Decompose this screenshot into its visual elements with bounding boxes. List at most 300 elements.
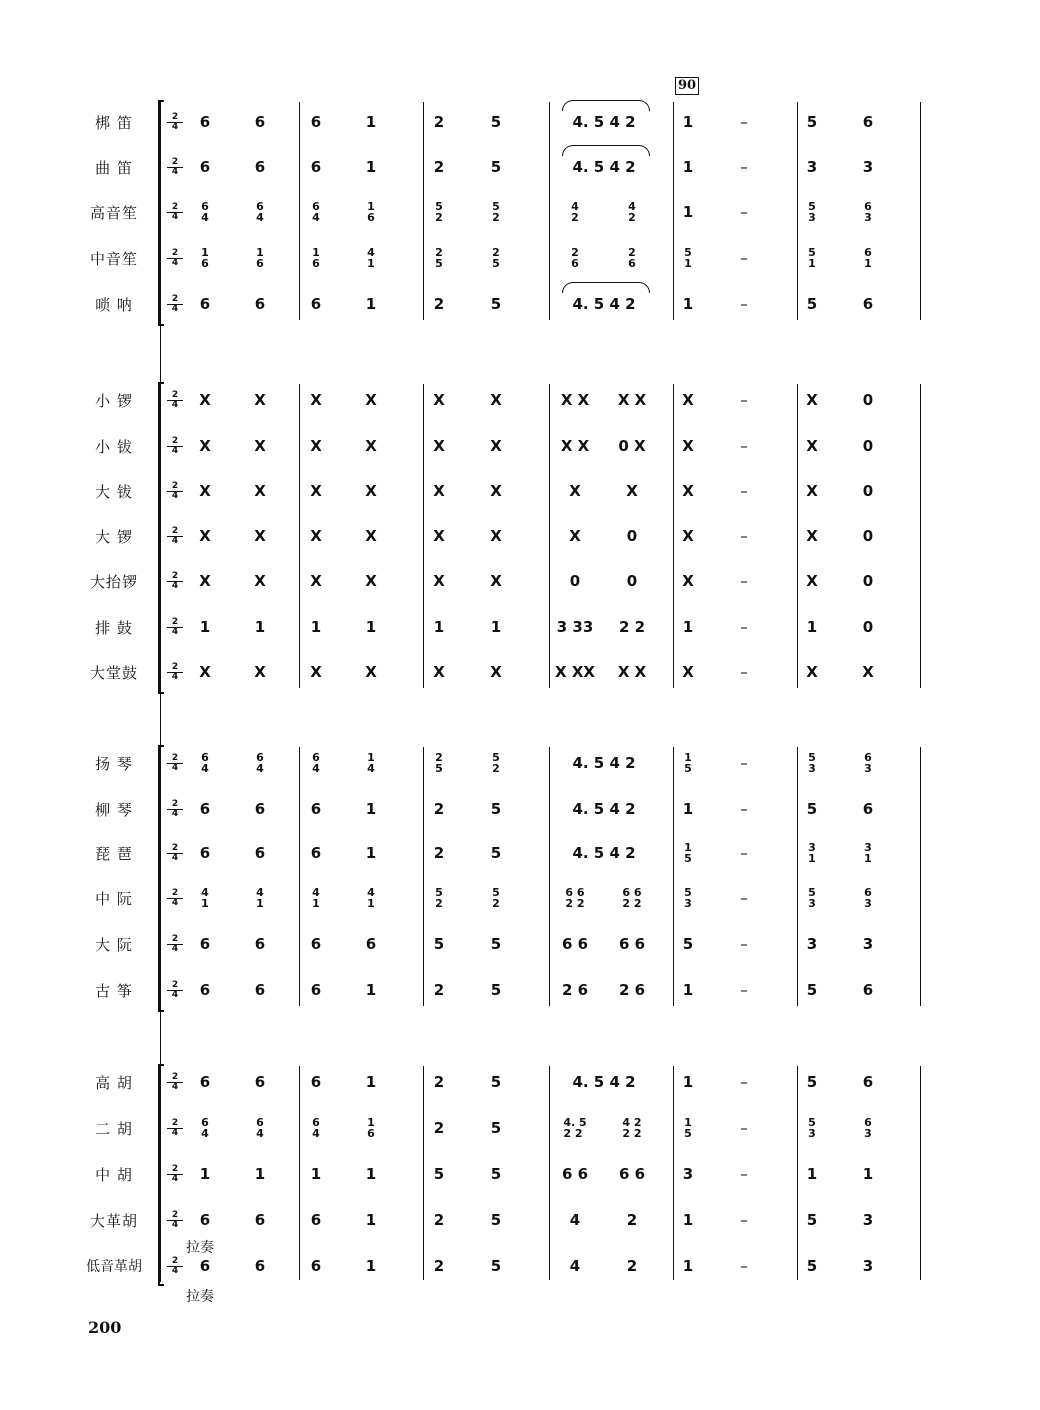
instrument-name: 低音革胡 [86, 1259, 142, 1275]
note: 6 3 [864, 1116, 872, 1140]
note: 6 4 [201, 751, 209, 775]
instrument-name: 大 锣 [95, 528, 133, 546]
note: 1 [365, 618, 377, 636]
barline [299, 1066, 300, 1280]
note: X [490, 391, 502, 409]
time-sig-top: 2 [167, 1119, 183, 1129]
time-sig-bottom: 4 [171, 304, 179, 314]
note: 6 [310, 800, 322, 818]
note: 6 [199, 113, 211, 131]
note: X [490, 572, 502, 590]
note: 5 [806, 113, 818, 131]
note: 1 [682, 618, 694, 636]
note: X [433, 663, 445, 681]
note: X [682, 482, 694, 500]
note: X [806, 527, 818, 545]
instrument-name: 古 筝 [95, 982, 133, 1000]
note: X [199, 391, 211, 409]
note: 0 [862, 391, 874, 409]
time-sig-bottom: 4 [171, 212, 179, 222]
note: 5 [806, 1257, 818, 1275]
note: 0 [626, 572, 638, 590]
instrument-name: 曲 笛 [95, 159, 133, 177]
time-sig-bottom: 4 [171, 1266, 179, 1276]
note: 0 [862, 482, 874, 500]
time-sig-top: 2 [167, 527, 183, 537]
note: 6 [310, 1257, 322, 1275]
time-signature [167, 572, 183, 591]
note: – [740, 754, 748, 772]
time-sig-top: 2 [167, 981, 183, 991]
note: 4 2 [571, 200, 579, 224]
note: X [806, 437, 818, 455]
time-sig-top: 2 [167, 572, 183, 582]
barline [549, 102, 550, 320]
rehearsal-mark: 90 [675, 77, 699, 95]
note: 6 4 [201, 200, 209, 224]
note: 1 [365, 1257, 377, 1275]
note: 6 6 [618, 1165, 646, 1183]
note: 5 [806, 295, 818, 313]
note: X X [560, 437, 590, 455]
instrument-name: 中音笙 [89, 250, 138, 268]
note: 2 [433, 158, 445, 176]
note: X [310, 572, 322, 590]
instrument-name: 大革胡 [89, 1212, 138, 1230]
note: 5 [490, 935, 502, 953]
time-signature [167, 437, 183, 456]
note: 5 2 [435, 200, 443, 224]
note: 2 2 [618, 618, 646, 636]
note: 1 [254, 618, 266, 636]
note: 4 1 [312, 886, 320, 910]
note: 5 3 [684, 886, 692, 910]
time-signature [167, 249, 183, 268]
note: X [806, 663, 818, 681]
barline [673, 747, 674, 1006]
note: X [310, 663, 322, 681]
note: – [740, 391, 748, 409]
note: X [626, 482, 638, 500]
note: 1 4 [367, 751, 375, 775]
note: 1 [682, 981, 694, 999]
note: X [433, 391, 445, 409]
note: 5 [490, 1165, 502, 1183]
note: 5 [490, 800, 502, 818]
time-signature [167, 391, 183, 410]
note: 6 [254, 935, 266, 953]
note: 4 [569, 1211, 581, 1229]
note: 1 [254, 1165, 266, 1183]
note: X [199, 437, 211, 455]
time-sig-bottom: 4 [171, 581, 179, 591]
note: X [682, 663, 694, 681]
note: 1 [365, 1165, 377, 1183]
note: 6 4 [256, 751, 264, 775]
note: X [682, 527, 694, 545]
note: 6 [365, 935, 377, 953]
note: 5 [433, 935, 445, 953]
note: 1 [490, 618, 502, 636]
note: X [433, 437, 445, 455]
note: 1 [682, 113, 694, 131]
note: X [569, 527, 581, 545]
note: 6 [310, 981, 322, 999]
note: 6 4 [312, 200, 320, 224]
note: 0 [862, 437, 874, 455]
note: 2 [433, 1257, 445, 1275]
time-sig-bottom: 4 [171, 990, 179, 1000]
time-sig-top: 2 [167, 663, 183, 673]
note: X [365, 663, 377, 681]
time-sig-bottom: 4 [171, 898, 179, 908]
instrument-name: 中 阮 [95, 890, 133, 908]
note: – [740, 249, 748, 267]
note: 2 [433, 295, 445, 313]
note: 6 [254, 844, 266, 862]
note: 1 [806, 1165, 818, 1183]
time-sig-bottom: 4 [171, 944, 179, 954]
note: X [199, 572, 211, 590]
note: 4. 5 4 2 [572, 800, 636, 818]
instrument-name: 大 钹 [95, 483, 133, 501]
note: – [740, 981, 748, 999]
instrument-name: 柳 琴 [95, 801, 133, 819]
note: – [740, 1119, 748, 1137]
note: 5 [490, 1119, 502, 1137]
time-sig-bottom: 4 [171, 1082, 179, 1092]
note: – [740, 572, 748, 590]
note: 1 [199, 1165, 211, 1183]
note: 1 [365, 113, 377, 131]
note: 6 [199, 800, 211, 818]
note: X [365, 527, 377, 545]
note: 1 [365, 800, 377, 818]
note: 6 [310, 844, 322, 862]
note: 1 [806, 618, 818, 636]
note: – [740, 800, 748, 818]
note: 5 [806, 1073, 818, 1091]
note: X [254, 663, 266, 681]
note: 1 [682, 158, 694, 176]
note: 2 [433, 113, 445, 131]
note: 6 [199, 844, 211, 862]
note: – [740, 437, 748, 455]
time-signature [167, 113, 183, 132]
time-signature [167, 800, 183, 819]
note: 6 [199, 981, 211, 999]
barline [423, 102, 424, 320]
slur [562, 100, 650, 111]
time-sig-bottom: 4 [171, 627, 179, 637]
time-signature [167, 527, 183, 546]
time-sig-top: 2 [167, 249, 183, 259]
note: 1 [199, 618, 211, 636]
note: 6 [310, 158, 322, 176]
note: 5 [490, 1257, 502, 1275]
note: X [490, 527, 502, 545]
note: 6 [254, 1257, 266, 1275]
time-sig-bottom: 4 [171, 1174, 179, 1184]
time-signature [167, 889, 183, 908]
note: 2 [433, 1119, 445, 1137]
time-signature [167, 1165, 183, 1184]
note: 6 6 2 2 [622, 886, 642, 910]
note: X [682, 572, 694, 590]
note: 6 [310, 1211, 322, 1229]
time-sig-top: 2 [167, 482, 183, 492]
note: 6 [254, 800, 266, 818]
note: 6 [199, 295, 211, 313]
note: 1 [682, 203, 694, 221]
note: 1 [365, 981, 377, 999]
time-sig-bottom: 4 [171, 809, 179, 819]
note: – [740, 618, 748, 636]
instrument-name: 小 钹 [95, 438, 133, 456]
note: 6 6 [618, 935, 646, 953]
note: 6 6 [561, 1165, 589, 1183]
note: 3 [862, 1257, 874, 1275]
note: 6 [254, 113, 266, 131]
note: X X [560, 391, 590, 409]
time-signature [167, 1073, 183, 1092]
note: 0 X [618, 437, 646, 455]
note: – [740, 527, 748, 545]
note: 6 6 2 2 [565, 886, 585, 910]
note: 2 [433, 800, 445, 818]
note: 0 [862, 618, 874, 636]
time-signature [167, 295, 183, 314]
note: 1 6 [367, 1116, 375, 1140]
barline [549, 384, 550, 688]
note: 2 5 [492, 246, 500, 270]
note: X [254, 527, 266, 545]
note: 5 1 [808, 246, 816, 270]
note: X [862, 663, 874, 681]
note: X [254, 391, 266, 409]
note: 2 6 [561, 981, 589, 999]
note: 6 4 [256, 200, 264, 224]
barline [920, 102, 921, 320]
instrument-name: 高音笙 [89, 204, 138, 222]
note: 6 [199, 158, 211, 176]
time-sig-top: 2 [167, 113, 183, 123]
note: 4 [569, 1257, 581, 1275]
instrument-name: 扬 琴 [95, 755, 133, 773]
note: – [740, 1165, 748, 1183]
note: 6 3 [864, 200, 872, 224]
note: X [433, 482, 445, 500]
barline [920, 747, 921, 1006]
note: X [490, 437, 502, 455]
time-signature [167, 1257, 183, 1276]
time-sig-top: 2 [167, 437, 183, 447]
note: 3 [862, 158, 874, 176]
barline [423, 384, 424, 688]
barline [920, 1066, 921, 1280]
note: – [740, 935, 748, 953]
time-sig-bottom: 4 [171, 446, 179, 456]
note: 1 6 [201, 246, 209, 270]
note: 6 [862, 113, 874, 131]
time-sig-top: 2 [167, 889, 183, 899]
time-sig-bottom: 4 [171, 1128, 179, 1138]
note: 5 1 [684, 246, 692, 270]
note: X [682, 437, 694, 455]
note: 5 [806, 800, 818, 818]
page-number: 200 [88, 1318, 122, 1337]
note: X [310, 437, 322, 455]
note: 5 [682, 935, 694, 953]
time-sig-bottom: 4 [171, 167, 179, 177]
instrument-name: 梆 笛 [95, 114, 133, 132]
note: 6 [199, 1257, 211, 1275]
note: 5 [490, 1073, 502, 1091]
note: 1 6 [256, 246, 264, 270]
barline [797, 384, 798, 688]
instrument-name: 中 胡 [95, 1166, 133, 1184]
barline [549, 1066, 550, 1280]
note: X X [617, 663, 647, 681]
time-signature [167, 482, 183, 501]
note: – [740, 158, 748, 176]
time-sig-bottom: 4 [171, 491, 179, 501]
note: X [199, 527, 211, 545]
instrument-name: 大抬锣 [89, 573, 138, 591]
note: 6 [199, 1211, 211, 1229]
note: 1 [365, 1073, 377, 1091]
time-signature [167, 844, 183, 863]
time-sig-bottom: 4 [171, 258, 179, 268]
note: 6 4 [256, 1116, 264, 1140]
note: X [254, 482, 266, 500]
note: 4. 5 2 2 [563, 1116, 587, 1140]
note: 5 [806, 981, 818, 999]
note: 6 4 [201, 1116, 209, 1140]
instrument-name: 小 锣 [95, 392, 133, 410]
barline [423, 1066, 424, 1280]
slur [562, 145, 650, 156]
note: 6 [254, 1211, 266, 1229]
time-sig-bottom: 4 [171, 853, 179, 863]
note: 6 1 [864, 246, 872, 270]
note: 2 [433, 844, 445, 862]
note: 5 [490, 844, 502, 862]
note: 1 5 [684, 841, 692, 865]
group-bracket [158, 100, 164, 326]
note: X [365, 482, 377, 500]
note: 2 [433, 1211, 445, 1229]
note: 6 [254, 295, 266, 313]
time-sig-top: 2 [167, 754, 183, 764]
note: 5 [490, 981, 502, 999]
note: X [806, 391, 818, 409]
group-bracket [158, 745, 164, 1012]
barline [549, 747, 550, 1006]
note: 6 [862, 981, 874, 999]
note: 4 1 [367, 886, 375, 910]
note: 6 3 [864, 886, 872, 910]
instrument-name: 排 鼓 [95, 619, 133, 637]
note: 3 [862, 1211, 874, 1229]
note: 3 [806, 158, 818, 176]
note: 5 3 [808, 1116, 816, 1140]
barline [797, 747, 798, 1006]
note: 3 [862, 935, 874, 953]
note: 6 [862, 800, 874, 818]
note: 6 6 [561, 935, 589, 953]
note: 5 [490, 113, 502, 131]
note: 5 2 [435, 886, 443, 910]
note: 6 4 [312, 1116, 320, 1140]
barline [673, 102, 674, 320]
note: 4. 5 4 2 [572, 1073, 636, 1091]
note: 2 6 [628, 246, 636, 270]
note: 2 6 [571, 246, 579, 270]
note: 0 [862, 527, 874, 545]
time-sig-top: 2 [167, 1165, 183, 1175]
note: 4. 5 4 2 [572, 754, 636, 772]
group-bracket [158, 382, 164, 694]
note: X XX [555, 663, 595, 681]
time-signature [167, 1211, 183, 1230]
note: 2 6 [618, 981, 646, 999]
note: – [740, 844, 748, 862]
note: 0 [626, 527, 638, 545]
barline [423, 747, 424, 1006]
note: 4 1 [367, 246, 375, 270]
time-sig-bottom: 4 [171, 536, 179, 546]
technique-label: 拉奏 [186, 1240, 214, 1256]
note: X [490, 663, 502, 681]
note: X [365, 572, 377, 590]
note: X [806, 482, 818, 500]
note: 2 [433, 1073, 445, 1091]
note: 1 [365, 1211, 377, 1229]
note: 2 5 [435, 246, 443, 270]
note: 1 5 [684, 1116, 692, 1140]
note: 6 [310, 113, 322, 131]
note: 1 [682, 800, 694, 818]
note: X [569, 482, 581, 500]
time-signature [167, 663, 183, 682]
note: 5 [433, 1165, 445, 1183]
note: X [310, 527, 322, 545]
time-sig-top: 2 [167, 1073, 183, 1083]
note: 1 [365, 295, 377, 313]
note: X [199, 482, 211, 500]
note: 4 1 [256, 886, 264, 910]
note: – [740, 663, 748, 681]
barline [299, 384, 300, 688]
note: X [433, 572, 445, 590]
instrument-name: 大堂鼓 [89, 664, 138, 682]
note: – [740, 1211, 748, 1229]
time-signature [167, 981, 183, 1000]
note: – [740, 1073, 748, 1091]
time-sig-bottom: 4 [171, 1220, 179, 1230]
note: 4. 5 4 2 [572, 295, 636, 313]
note: X [310, 482, 322, 500]
time-sig-bottom: 4 [171, 122, 179, 132]
group-bracket [158, 1064, 164, 1286]
note: 0 [862, 572, 874, 590]
note: 1 5 [684, 751, 692, 775]
time-signature [167, 158, 183, 177]
note: 5 [490, 295, 502, 313]
note: 0 [569, 572, 581, 590]
note: 4 1 [201, 886, 209, 910]
